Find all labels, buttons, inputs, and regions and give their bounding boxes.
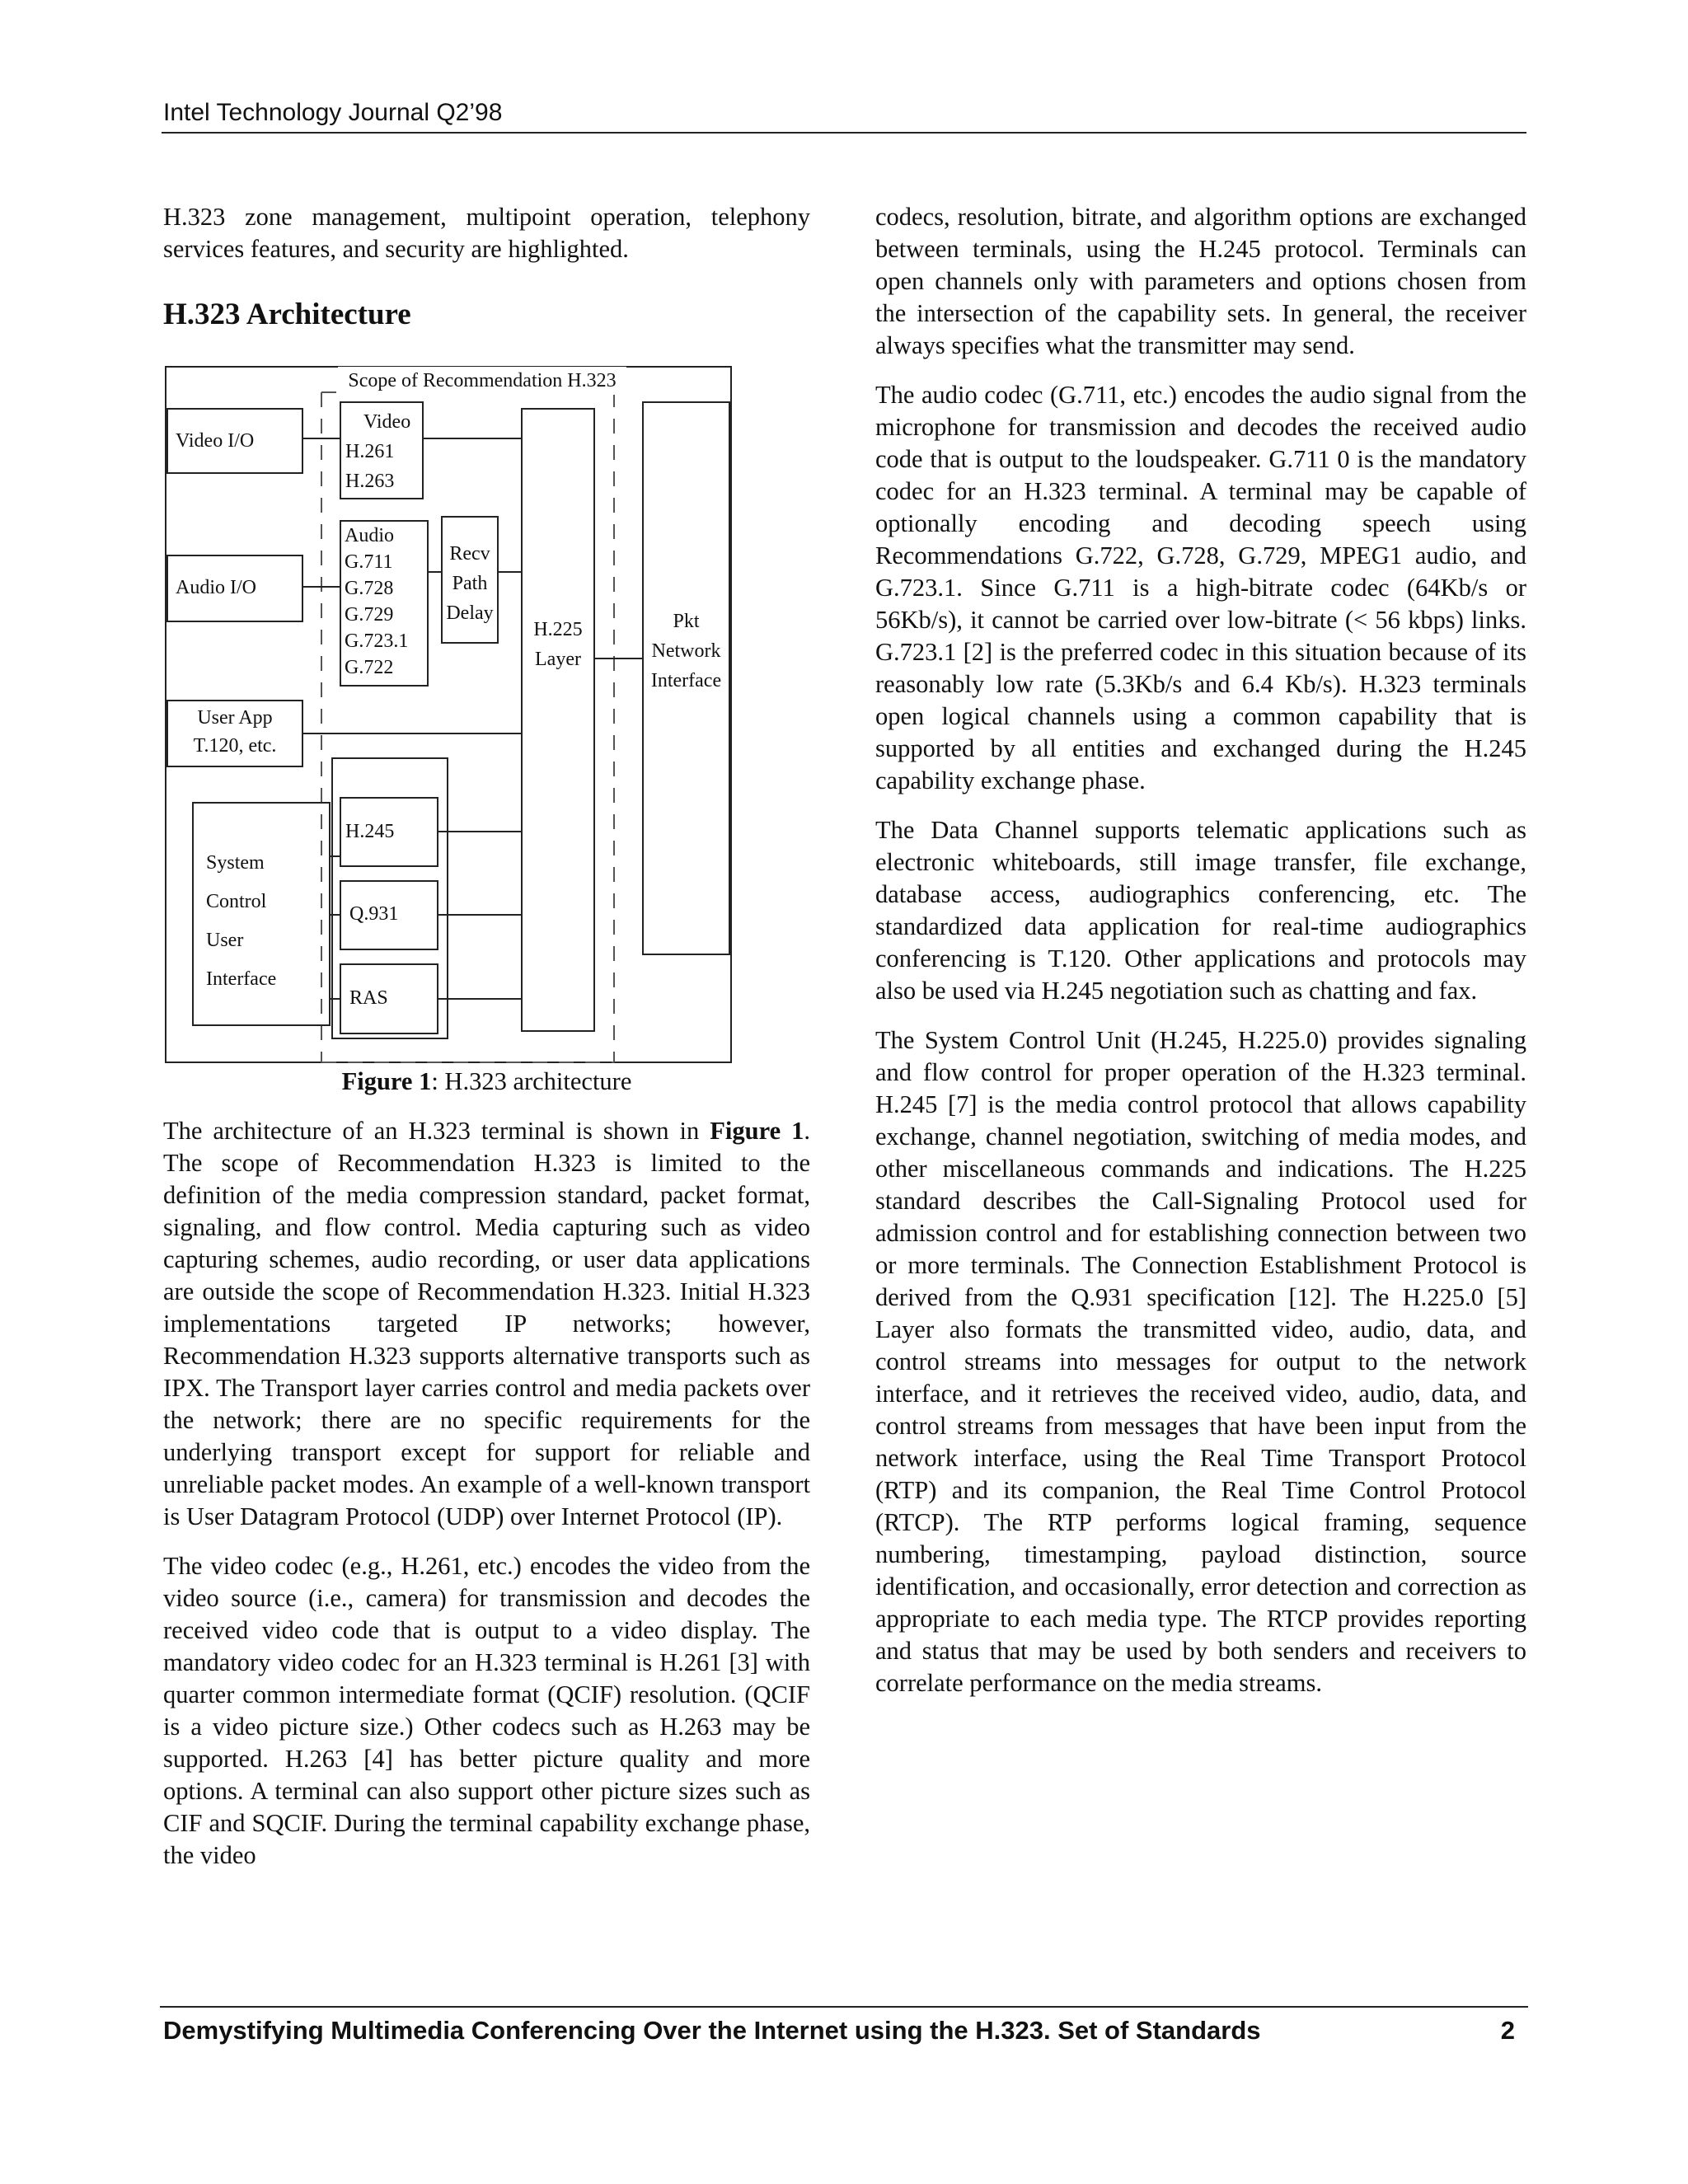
video-codec-paragraph: The video codec (e.g., H.261, etc.) encodes the video from the video source (i.e., camera) for transmission and decodes the received video code that is output to a video display. The mandatory video codec for an H.323 terminal is H.261 [3] with quarter common intermediate format (QCIF) resolution. (QCIF is a video picture size.) Other codecs such as H.263 may be supported. H.263 [4] has better picture quality and more options. A terminal can also support other picture sizes such as CIF and SQCIF. During the terminal capability exchange phase, the video: [163, 1552, 810, 1869]
data-channel-paragraph: The Data Channel supports telematic applications such as electronic whiteboards, still image transfer, file exchange, database access, audiographics conferencing, etc. The standardized data application for real-time audiographics conferencing is T.120. Other applications and protocols may also be used via H.245 negotiation such as chatting and fax.: [875, 816, 1526, 1005]
system-control-paragraph: The System Control Unit (H.245, H.225.0) provides signaling and flow control for proper operation of the H.323 terminal. H.245 [7] is the media control protocol that allows capability exchange, channel negotiation, switching of media modes, and other miscellaneous commands and indications. The H.225 standard describes the Call-Signaling Protocol used for admission control and for establishing connection between two or more terminals. The Connection Establishment Protocol is derived from the Q.931 specification [12]. The H.225.0 [5] Layer also formats the transmitted video, audio, data, and control streams into messages for output to the network interface, and it retrieves the received video, audio, data, and control streams from messages that have been input from the network interface, using the Real Time Transport Protocol (RTP) and its companion, the Real Time Control Protocol (RTCP). The RTP performs logical framing, sequence numbering, timestamping, payload distinction, source identification, and occasionally, error detection and correction as appropriate to each media type. The RTCP provides reporting and status that may be used by both senders and receivers to correlate performance on the media streams.: [875, 1026, 1526, 1697]
video-codec-label: Video H.261 H.263: [345, 411, 411, 492]
running-header: Intel Technology Journal Q2’98: [163, 99, 503, 126]
pkt-label: Pkt Network Interface: [650, 611, 722, 691]
h245-label: H.245: [345, 821, 395, 842]
h225-box: [522, 409, 594, 1031]
footer-rule: [160, 2006, 1528, 2008]
architecture-figure: [165, 366, 734, 1066]
architecture-paragraph: The architecture of an H.323 terminal is shown in Figure 1. The scope of Recommendation H.323 is limited to the definition of the media compression standard, packet format, signaling, and flow control. Media capturing such as video capturing schemes, audio recording, or user data applications are outside the scope of Recommendation H.323. Initial H.323 implementations targeted IP networks; however, Recommendation H.323 supports alternative transports such as IPX. The Transport layer carries control and media packets over the network; there are no specific requirements for the underlying transport except for support for reliable and unreliable packet modes. An example of a well-known transport is User Datagram Protocol (UDP) over Internet Protocol (IP).: [163, 1117, 810, 1530]
audio-codec-paragraph: The audio codec (G.711, etc.) encodes the audio signal from the microphone for transmission and decodes the received audio code that is output to the loudspeaker. G.711 0 is the mandatory codec for an H.323 terminal. A terminal may be capable of optionally encoding and decoding speech using Recommendations G.722, G.728, G.729, MPEG1 audio, and G.723.1. Since G.711 is a high-bitrate codec (64Kb/s or 56Kb/s), it cannot be carried over low-bitrate (< 56 kbps) links. G.723.1 [2] is the preferred codec in this situation because of its reasonably low rate (5.3Kb/s and 6.4 Kb/s). H.323 terminals open logical channels using a common capability that is supported by all entities and exchanged during the H.245 capability exchange phase.: [875, 381, 1526, 794]
video-io-label: Video I/O: [176, 430, 255, 452]
intro-paragraph: H.323 zone management, multipoint operation, telephony services features, and security are highlighted.: [163, 203, 810, 263]
section-title: H.323 Architecture: [163, 298, 411, 331]
header-rule: [162, 132, 1526, 134]
left-column: [163, 201, 810, 1889]
user-app-label: User App T.120, etc.: [193, 707, 277, 757]
page-number: 2: [1500, 2016, 1515, 2045]
recv-path-label: Recv Path Delay: [446, 543, 494, 624]
scope-label: Scope of Recommendation H.323: [338, 367, 626, 395]
figure-caption: Figure 1: H.323 architecture: [341, 1067, 632, 1095]
audio-io-label: Audio I/O: [176, 577, 256, 598]
footer-title: Demystifying Multimedia Conferencing Over the Internet using the H.323. Set of Standards: [163, 2016, 1261, 2045]
audio-codec-label: Audio G.711 G.728 G.729 G.723.1 G.722: [345, 525, 409, 678]
q931-label: Q.931: [349, 903, 399, 925]
system-control-label: System Control User Interface: [206, 852, 277, 990]
h225-label: H.225 Layer: [533, 619, 583, 670]
ras-label: RAS: [349, 987, 388, 1009]
right-column: [875, 201, 1526, 1717]
codec-options-paragraph: codecs, resolution, bitrate, and algorithm options are exchanged between terminals, using the H.245 protocol. Terminals can open channels only with parameters and options chosen from the intersection of the capability sets. In general, the receiver always specifies what the transmitter may send.: [875, 203, 1526, 359]
running-footer: [163, 2016, 1515, 2046]
